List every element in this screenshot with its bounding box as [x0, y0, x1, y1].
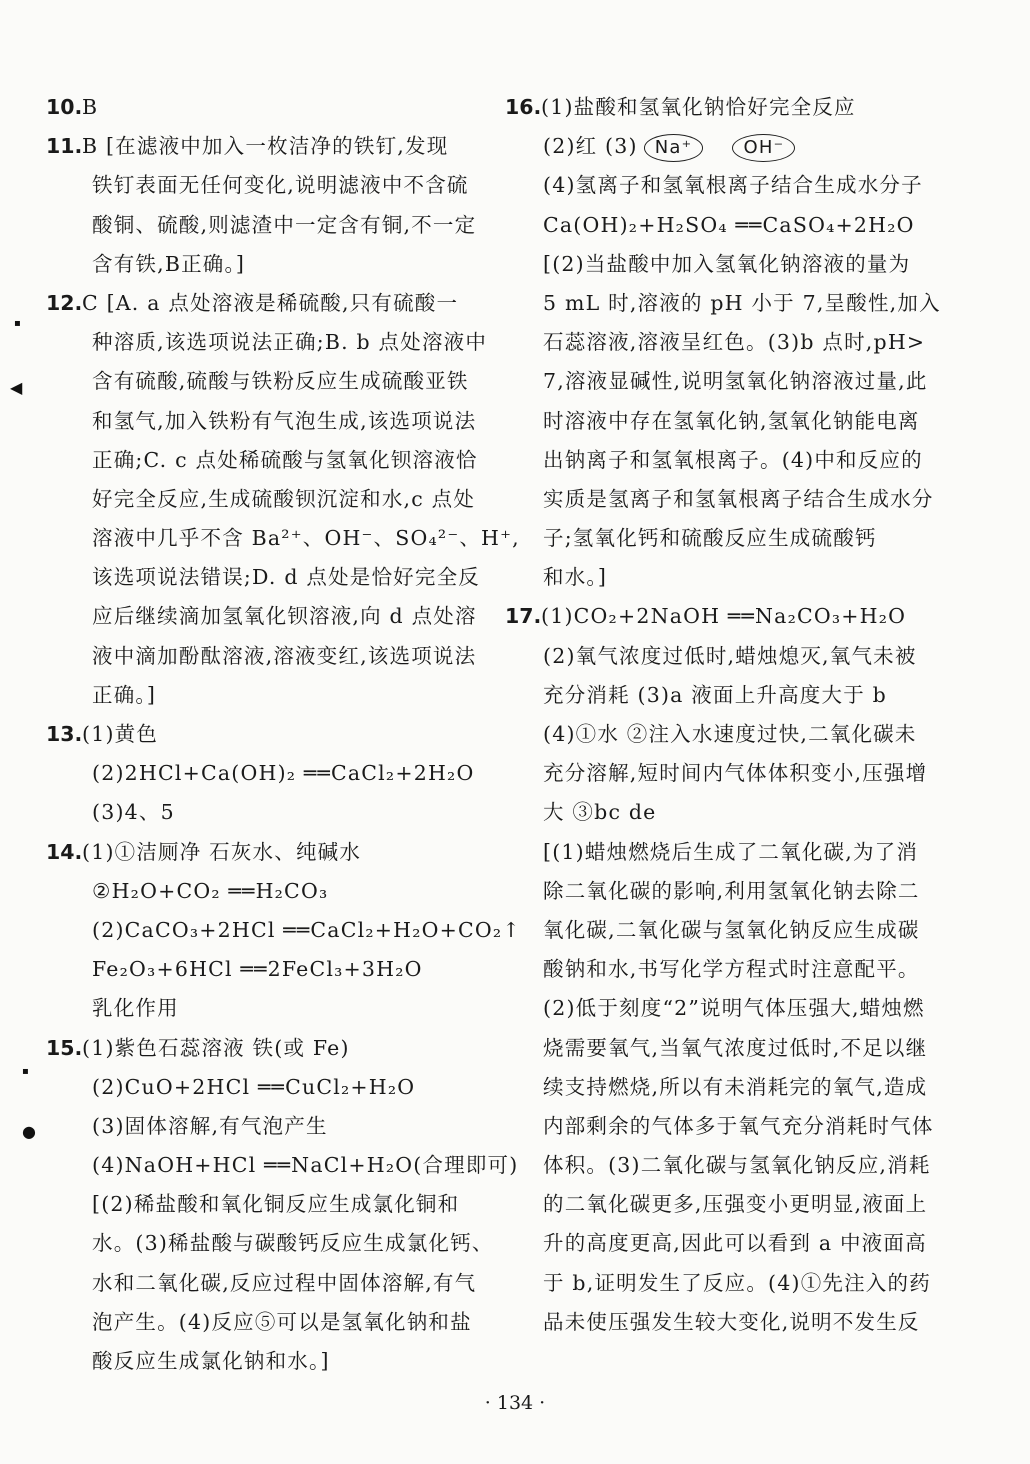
left-line	[46, 989, 496, 1028]
q17-line: 大 ③bc de	[543, 800, 657, 825]
q17-line: 内部剩余的气体多于氧气充分消耗时气体	[543, 1113, 934, 1138]
left-line	[46, 480, 496, 519]
q17-line: 充分溶解,短时间内气体体积变小,压强增	[543, 761, 928, 786]
left-line	[46, 206, 496, 245]
q16-line: 子;氢氧化钙和硫酸反应生成硫酸钙	[543, 526, 877, 551]
q17-line-1	[505, 597, 955, 636]
right-column	[505, 88, 955, 1342]
q16-answer-1: (1)盐酸和氢氧化钠恰好完全反应	[541, 95, 856, 119]
q17-line: 于 b,证明发生了反应。(4)①先注入的药	[543, 1270, 931, 1295]
left-line	[46, 793, 496, 832]
left-line	[46, 1224, 496, 1263]
q16-answer-2-3: (2)红 (3)	[543, 134, 638, 159]
q17-line: 品未使压强发生较大变化,说明不发生反	[543, 1309, 920, 1334]
q17-line: (2)低于刻度“2”说明气体压强大,蜡烛燃	[543, 996, 925, 1021]
line-text: 铁钉表面无任何变化,说明滤液中不含硫	[92, 173, 469, 198]
left-column	[46, 88, 521, 1381]
q16-line: 出钠离子和氢氧根离子。(4)中和反应的	[543, 447, 923, 472]
line-text: 乳化作用	[92, 996, 179, 1021]
line-text: 溶液中几乎不含 Ba²⁺、OH⁻、SO₄²⁻、H⁺,	[92, 526, 520, 551]
q16-line-1	[505, 88, 955, 127]
left-line	[46, 872, 496, 911]
q17-line: 的二氧化碳更多,压强变小更明显,液面上	[543, 1192, 928, 1217]
line-text: 正确。]	[92, 682, 157, 707]
q16-line: (4)氢离子和氢氧根离子结合生成水分子	[543, 173, 923, 198]
ion-na-circle: Na⁺	[644, 134, 704, 162]
left-line	[46, 519, 520, 558]
left-line	[46, 754, 496, 793]
left-line	[46, 166, 496, 205]
line-text: (1)黄色	[82, 722, 159, 746]
q16-line: 实质是氢离子和氢氧根离子结合生成水分	[543, 486, 934, 511]
page-number: · 134 ·	[484, 1392, 546, 1414]
left-line	[46, 558, 496, 597]
q16-line: Ca(OH)₂+H₂SO₄ ══CaSO₄+2H₂O	[543, 212, 915, 237]
q17-line: 升的高度更高,因此可以看到 a 中液面高	[543, 1231, 927, 1256]
line-text: 该选项说法错误;D. d 点处是恰好完全反	[92, 565, 480, 590]
line-text: C [A. a 点处溶液是稀硫酸,只有硫酸一	[82, 290, 459, 315]
left-line	[46, 1068, 496, 1107]
q16-line-2	[505, 127, 955, 166]
line-text: Fe₂O₃+6HCl ══2FeCl₃+3H₂O	[92, 957, 423, 982]
left-line	[46, 637, 496, 676]
left-line	[46, 441, 496, 480]
left-line	[46, 715, 496, 754]
left-line	[46, 1303, 496, 1342]
q16-line: 5 mL 时,溶液的 pH 小于 7,呈酸性,加入	[543, 290, 941, 315]
line-text: (2)CuO+2HCl ══CuCl₂+H₂O	[92, 1074, 416, 1099]
q16-line: 石蕊溶液,溶液呈红色。(3)b 点时,pH>	[543, 330, 926, 355]
q17-line: 充分消耗 (3)a 液面上升高度大于 b	[543, 682, 887, 707]
line-text: 含有铁,B正确。]	[92, 251, 246, 276]
ion-oh-circle: OH⁻	[732, 134, 795, 162]
question-number: 14.	[46, 839, 83, 864]
left-line	[46, 1146, 519, 1185]
line-text: 酸反应生成氯化钠和水。]	[92, 1349, 330, 1373]
q17-line: [(1)蜡烛燃烧后生成了二氧化碳,为了消	[543, 839, 919, 864]
left-line	[46, 127, 496, 166]
q17-line: 烧需要氧气,当氧气浓度过低时,不足以继	[543, 1035, 928, 1060]
left-line	[46, 911, 521, 950]
line-text: 酸铜、硫酸,则滤渣中一定含有铜,不一定	[92, 212, 477, 237]
left-line	[46, 950, 496, 989]
q17-answer-1: (1)CO₂+2NaOH ══Na₂CO₃+H₂O	[541, 604, 907, 629]
q17-line: 酸钠和水,书写化学方程式时注意配平。	[543, 957, 920, 982]
q16-line: 和水。]	[543, 565, 608, 590]
scan-mark: ▪	[14, 318, 21, 329]
left-line	[46, 323, 496, 362]
q17-line: 除二氧化碳的影响,利用氢氧化钠去除二	[543, 878, 920, 903]
line-text: [(2)稀盐酸和氧化铜反应生成氯化铜和	[92, 1192, 460, 1217]
question-number-17: 17.	[505, 604, 542, 629]
question-number: 13.	[46, 722, 83, 746]
question-number: 12.	[46, 290, 83, 315]
left-line	[46, 676, 496, 715]
q17-line: (4)①水 ②注入水速度过快,二氧化碳未	[543, 722, 917, 746]
q17-line: 续支持燃烧,所以有未消耗完的氧气,造成	[543, 1074, 928, 1099]
left-line	[46, 402, 496, 441]
line-text: 好完全反应,生成硫酸钡沉淀和水,c 点处	[92, 486, 476, 511]
q17-line: 氧化碳,二氧化碳与氢氧化钠反应生成碳	[543, 917, 920, 942]
line-text: (1)①洁厕净 石灰水、纯碱水	[82, 839, 362, 864]
line-text: 泡产生。(4)反应⑤可以是氢氧化钠和盐	[92, 1309, 472, 1334]
left-line	[46, 833, 496, 872]
question-number: 15.	[46, 1035, 83, 1060]
left-line	[46, 1185, 496, 1224]
line-text: 和氢气,加入铁粉有气泡生成,该选项说法	[92, 408, 477, 433]
question-number-16: 16.	[505, 95, 542, 119]
left-line	[46, 1029, 496, 1068]
line-text: 水和二氧化碳,反应过程中固体溶解,有气	[92, 1270, 477, 1295]
question-number: 10.	[46, 95, 83, 119]
left-line	[46, 597, 496, 636]
line-text: (2)2HCl+Ca(OH)₂ ══CaCl₂+2H₂O	[92, 761, 475, 786]
line-text: 水。(3)稀盐酸与碳酸钙反应生成氯化钙、	[92, 1231, 494, 1256]
line-text: ②H₂O+CO₂ ══H₂CO₃	[92, 878, 329, 903]
line-text: (1)紫色石蕊溶液 铁(或 Fe)	[82, 1035, 350, 1060]
line-text: (4)NaOH+HCl ══NaCl+H₂O(合理即可)	[92, 1153, 519, 1178]
q16-line: 时溶液中存在氢氧化钠,氢氧化钠能电离	[543, 408, 920, 433]
left-line	[46, 362, 496, 401]
line-text: 应后继续滴加氢氧化钡溶液,向 d 点处溶	[92, 604, 477, 629]
line-text: (3)4、5	[92, 800, 175, 825]
line-text: (2)CaCO₃+2HCl ══CaCl₂+H₂O+CO₂↑	[92, 917, 521, 942]
left-line	[46, 245, 496, 284]
line-text: (3)固体溶解,有气泡产生	[92, 1113, 328, 1138]
q16-line: [(2)当盐酸中加入氢氧化钠溶液的量为	[543, 251, 911, 276]
line-text: 正确;C. c 点处稀硫酸与氢氧化钡溶液恰	[92, 447, 478, 472]
scan-mark-arrow: ◀	[10, 378, 23, 397]
line-text: B [在滤液中加入一枚洁净的铁钉,发现	[82, 134, 449, 159]
line-text: 液中滴加酚酞溶液,溶液变红,该选项说法	[92, 643, 477, 668]
question-number: 11.	[46, 134, 83, 159]
line-text: 种溶质,该选项说法正确;B. b 点处溶液中	[92, 330, 488, 355]
line-text: 含有硫酸,硫酸与铁粉反应生成硫酸亚铁	[92, 369, 469, 394]
line-text: B	[82, 95, 99, 119]
q16-line: 7,溶液显碱性,说明氢氧化钠溶液过量,此	[543, 369, 928, 394]
scan-mark: ▪	[22, 1066, 29, 1077]
left-line	[46, 1107, 496, 1146]
left-line	[46, 284, 496, 323]
left-line	[46, 1264, 496, 1303]
left-line	[46, 1342, 496, 1381]
q17-line: 体积。(3)二氧化碳与氢氧化钠反应,消耗	[543, 1153, 931, 1178]
left-line	[46, 88, 496, 127]
q17-line: (2)氧气浓度过低时,蜡烛熄灭,氧气未被	[543, 643, 917, 668]
scan-mark-dot: ●	[22, 1122, 36, 1141]
